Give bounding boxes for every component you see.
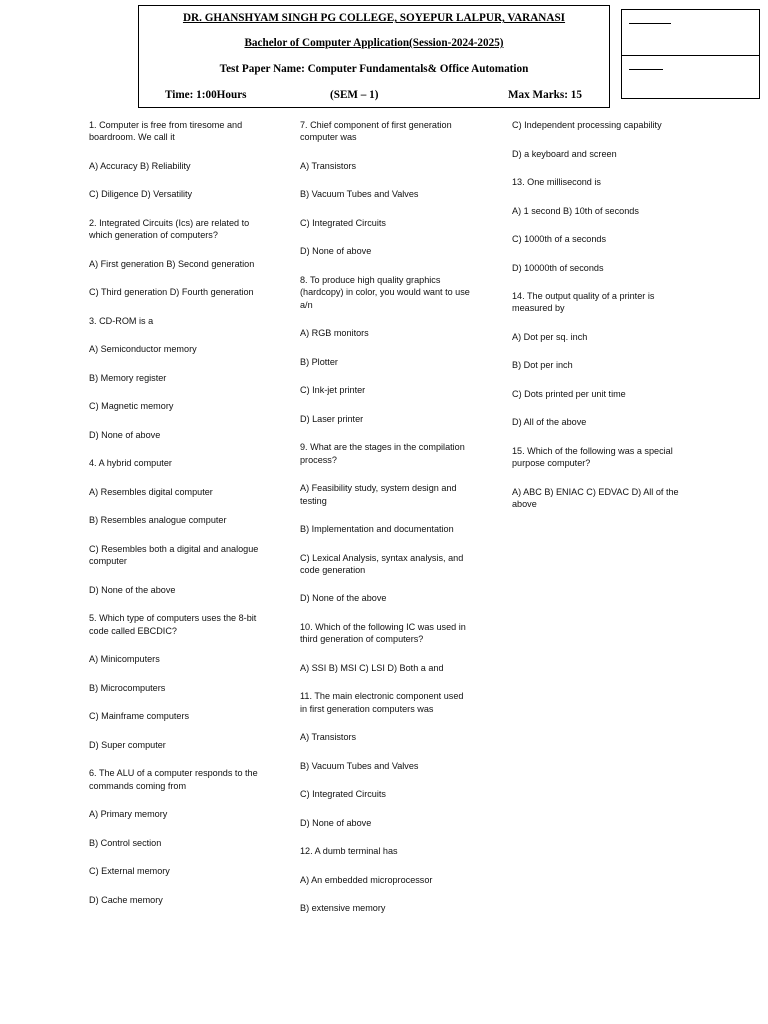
test-paper-name: Test Paper Name: Computer Fundamentals& Office Automation	[219, 63, 529, 75]
answer-option: A) RGB monitors	[300, 328, 369, 339]
answer-option: D) None of above	[89, 429, 161, 440]
answer-option: D) 10000th of seconds	[512, 262, 604, 273]
question-column-3	[512, 119, 682, 527]
question-text: 12. A dumb terminal has	[300, 846, 398, 857]
answer-option: C) External memory	[89, 866, 170, 877]
question-text: 4. A hybrid computer	[89, 458, 172, 469]
answer-option: A) Dot per sq. inch	[512, 331, 588, 342]
exam-time: Time: 1:00Hours	[165, 89, 247, 101]
answer-option: A) Resembles digital computer	[89, 486, 213, 497]
answer-option: C) Magnetic memory	[89, 401, 174, 412]
answer-option: A) SSI B) MSI C) LSI D) Both a and	[300, 662, 444, 673]
answer-option: B) Vacuum Tubes and Valves	[300, 189, 419, 200]
max-marks: Max Marks: 15	[508, 89, 582, 101]
answer-option: A) Transistors	[300, 160, 357, 171]
answer-option: D) Super computer	[89, 739, 166, 750]
answer-option: B) Resembles analogue computer	[89, 515, 227, 526]
answer-option: C) Ink-jet printer	[300, 385, 366, 396]
answer-option: D) Laser printer	[300, 413, 364, 424]
question-column-2	[300, 119, 470, 931]
answer-option: C) Resembles both a digital and analogue computer	[89, 543, 259, 567]
answer-option: B) Vacuum Tubes and Valves	[300, 760, 419, 771]
answer-option: A) An embedded microprocessor	[300, 874, 433, 885]
question-text: 3. CD-ROM is a	[89, 315, 154, 326]
question-text: 9. What are the stages in the compilation process?	[300, 442, 465, 465]
answer-option: C) Integrated Circuits	[300, 789, 386, 800]
answer-option: D) None of above	[300, 817, 372, 828]
college-name: DR. GHANSHYAM SINGH PG COLLEGE, SOYEPUR LALPUR, VARANASI	[182, 12, 566, 24]
answer-option: C) 1000th of a seconds	[512, 234, 607, 244]
answer-option: C) Dots printed per unit time	[512, 388, 626, 399]
question-text: 13. One millisecond is	[512, 177, 601, 187]
score-divider	[622, 55, 759, 56]
semester: (SEM – 1)	[330, 89, 379, 101]
question-column-1	[89, 119, 259, 922]
score-blank-line	[629, 69, 663, 70]
answer-option: A) Transistors	[300, 732, 357, 743]
question-text: 8. To produce high quality graphics (hardcopy) in color, you would want to use a/n	[300, 274, 470, 310]
answer-option: A) Accuracy B) Reliability	[89, 160, 191, 171]
answer-option: C) Third generation D) Fourth generation	[89, 287, 254, 298]
question-text: 15. Which of the following was a special purpose computer?	[512, 445, 673, 469]
answer-option: B) Control section	[89, 837, 162, 848]
question-text: 10. Which of the following IC was used in third generation of computers?	[300, 621, 466, 645]
answer-option: B) Dot per inch	[512, 360, 573, 371]
score-blank-line	[629, 23, 671, 24]
answer-option: B) extensive memory	[300, 903, 386, 914]
question-text: 14. The output quality of a printer is measured by	[512, 291, 655, 314]
answer-option: A) Primary memory	[89, 809, 168, 820]
answer-option: A) ABC B) ENIAC C) EDVAC D) All of the above	[512, 486, 679, 510]
exam-header	[138, 5, 610, 108]
answer-option: A) First generation B) Second generation	[89, 258, 255, 269]
answer-option: D) None of the above	[89, 584, 176, 595]
answer-option: B) Implementation and documentation	[300, 524, 454, 535]
answer-option: B) Microcomputers	[89, 682, 166, 693]
answer-option: C) Diligence D) Versatility	[89, 189, 193, 200]
answer-option: A) Minicomputers	[89, 654, 160, 665]
answer-option: D) None of above	[300, 246, 372, 257]
answer-option: A) Feasibility study, system design and testing	[300, 483, 457, 506]
question-text: 11. The main electronic component used in first generation computers was	[300, 691, 464, 714]
answer-option: A) Semiconductor memory	[89, 344, 197, 355]
program-session: Bachelor of Computer Application(Session-2024-2025)	[244, 37, 504, 49]
answer-option: B) Memory register	[89, 372, 167, 383]
answer-option: B) Plotter	[300, 356, 338, 367]
answer-option: D) a keyboard and screen	[512, 148, 617, 159]
answer-option: C) Mainframe computers	[89, 711, 190, 722]
question-text: 5. Which type of computers uses the 8-bit code called EBCDIC?	[89, 613, 257, 636]
answer-option: C) Independent processing capability	[512, 120, 662, 130]
score-box	[621, 9, 760, 99]
answer-option: A) 1 second B) 10th of seconds	[512, 205, 639, 216]
answer-option: D) Cache memory	[89, 894, 163, 905]
question-text: 2. Integrated Circuits (Ics) are related to which generation of computers?	[89, 217, 250, 241]
question-text: 1. Computer is free from tiresome and boardroom. We call it	[89, 120, 243, 143]
answer-option: C) Integrated Circuits	[300, 217, 386, 228]
answer-option: D) None of the above	[300, 593, 387, 604]
question-text: 7. Chief component of first generation computer was	[300, 120, 452, 143]
answer-option: C) Lexical Analysis, syntax analysis, and code generation	[300, 552, 464, 575]
answer-option: D) All of the above	[512, 417, 587, 428]
question-text: 6. The ALU of a computer responds to the commands coming from	[89, 768, 258, 791]
